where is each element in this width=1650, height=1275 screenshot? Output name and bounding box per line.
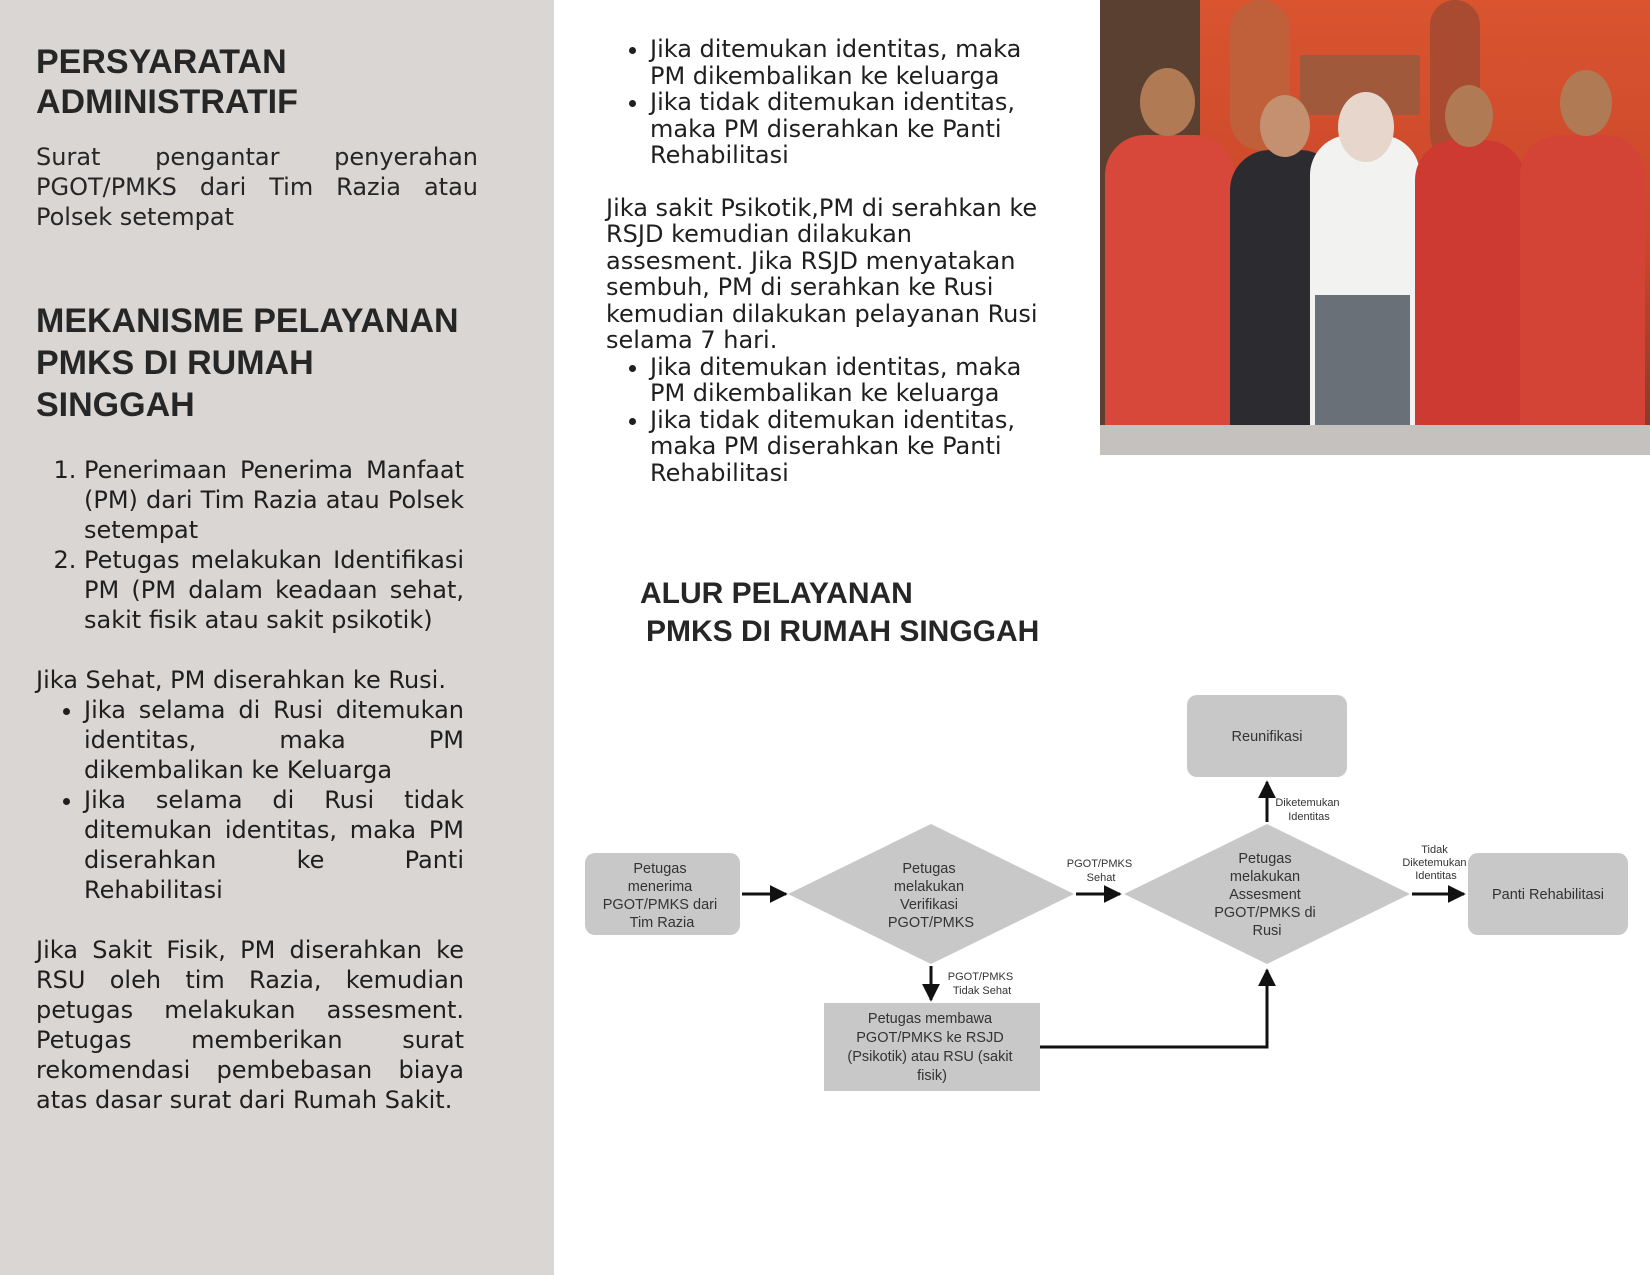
middle-column <box>606 36 1056 486</box>
box-menerima <box>585 853 740 935</box>
box-membawa <box>824 1003 1040 1091</box>
box-menerima-line: menerima <box>627 879 693 895</box>
sehat-bullets <box>36 695 464 905</box>
diamond-assesment-line: PGOT/PMKS di <box>1214 905 1316 921</box>
arrow-membawa-to-assesment <box>1040 970 1267 1047</box>
person-figure <box>1520 135 1645 425</box>
mekanisme-steps <box>36 455 464 635</box>
box-membawa-line: Petugas membawa <box>867 1011 993 1027</box>
box-panti-rehabilitasi <box>1468 853 1628 935</box>
diamond-verifikasi-line: melakukan <box>893 879 965 895</box>
persyaratan-title-line1: PERSYARATAN <box>36 43 287 81</box>
top-bullets <box>606 36 1056 169</box>
mekanisme-step: 2. Petugas melakukan Identifikasi PM (PM dalam keadaan sehat, sakit fisik atau sakit psikotik) <box>84 545 464 635</box>
sehat-text: Jika Sehat, PM diserahkan ke Rusi. <box>36 666 446 694</box>
diamond-assesment <box>1124 824 1410 964</box>
alur-title-line1: ALUR PELAYANAN <box>640 577 913 610</box>
diamond-verifikasi <box>788 824 1074 964</box>
person-sarong <box>1315 295 1410 425</box>
diamond-assesment-line: melakukan <box>1229 869 1301 885</box>
person-head <box>1560 70 1612 136</box>
label-tidak-diketemukan: Tidak Diketemukan Identitas <box>1402 844 1467 882</box>
diamond-assesment-line: Rusi <box>1252 923 1282 939</box>
svg-text:Panti Rehabilitasi: Panti Rehabilitasi <box>1491 887 1605 903</box>
mekanisme-title-line3: SINGGAH <box>36 386 195 424</box>
person-head <box>1260 95 1310 157</box>
diamond-verifikasi-line: Verifikasi <box>899 897 958 913</box>
person-figure <box>1105 135 1235 425</box>
label-sehat: PGOT/PMKS Sehat <box>1066 858 1133 884</box>
person-figure <box>1415 140 1525 425</box>
label-diketemukan: Diketemukan Identitas <box>1275 797 1340 823</box>
diamond-assesment-line: Assesment <box>1229 887 1301 903</box>
psikotik-bullet: • Jika tidak ditemukan identitas, maka PM diserahkan ke Panti Rehabilitasi <box>650 407 1056 487</box>
sehat-bullet: • Jika selama di Rusi ditemukan identitas, maka PM dikembalikan ke Keluarga <box>84 695 464 785</box>
photo-caption-strip <box>1100 425 1650 455</box>
mekanisme-heading <box>36 300 506 426</box>
fisik-text: Jika Sakit Fisik, PM diserahkan ke RSU oleh tim Razia, kemudian petugas melakukan assesment. Petugas memberikan surat rekomendasi pembebasan biaya atas dasar surat dari Rumah Sakit. <box>36 936 464 1114</box>
psikotik-bullet: • Jika ditemukan identitas, maka PM dikembalikan ke keluarga <box>650 354 1056 407</box>
box-menerima-line: PGOT/PMKS dari <box>602 897 718 913</box>
box-membawa-line: (Psikotik) atau RSU (sakit <box>847 1049 1013 1065</box>
box-membawa-line: PGOT/PMKS ke RSJD <box>856 1030 1004 1046</box>
top-bullet: • Jika tidak ditemukan identitas, maka PM diserahkan ke Panti Rehabilitasi <box>650 89 1056 169</box>
person-head <box>1445 85 1493 147</box>
service-flow-diagram <box>580 690 1630 1100</box>
box-membawa-line: fisik) <box>917 1068 947 1084</box>
psikotik-bullets <box>606 354 1056 487</box>
box-menerima-line: Petugas <box>633 861 687 877</box>
person-head <box>1140 68 1195 136</box>
psikotik-text: Jika sakit Psikotik,PM di serahkan ke RSJD kemudian dilakukan assesment. Jika RSJD menyatakan sembuh, PM di serahkan ke Rusi kemudian dilakukan pelayanan Rusi selama 7 hari. <box>606 193 1038 354</box>
alur-heading <box>640 575 1060 651</box>
mekanisme-title-line2: PMKS DI RUMAH <box>36 344 314 382</box>
diamond-verifikasi-line: PGOT/PMKS <box>887 915 975 931</box>
diamond-assesment-line: Petugas <box>1238 851 1292 867</box>
diamond-verifikasi-line: Petugas <box>902 861 956 877</box>
group-photo <box>1100 0 1650 425</box>
top-bullet: • Jika ditemukan identitas, maka PM dikembalikan ke keluarga <box>650 36 1056 89</box>
label-tidak-sehat: PGOT/PMKS Tidak Sehat <box>947 971 1014 997</box>
svg-text:Reunifikasi: Reunifikasi <box>1231 729 1303 745</box>
persyaratan-heading <box>36 42 506 122</box>
sehat-bullet: • Jika selama di Rusi tidak ditemukan identitas, maka PM diserahkan ke Panti Rehabilitasi <box>84 785 464 905</box>
mekanisme-content <box>36 455 464 1115</box>
mekanisme-step: 1. Penerimaan Penerima Manfaat (PM) dari Tim Razia atau Polsek setempat <box>84 455 464 545</box>
box-reunifikasi <box>1187 695 1347 777</box>
persyaratan-title-line2: ADMINISTRATIF <box>36 83 298 121</box>
mekanisme-title-line1: MEKANISME PELAYANAN <box>36 302 459 340</box>
person-head <box>1338 92 1394 162</box>
alur-title-line2: PMKS DI RUMAH SINGGAH <box>646 615 1040 648</box>
box-menerima-line: Tim Razia <box>629 915 695 931</box>
persyaratan-text: Surat pengantar penyerahan PGOT/PMKS dari Tim Razia atau Polsek setempat <box>36 143 478 231</box>
